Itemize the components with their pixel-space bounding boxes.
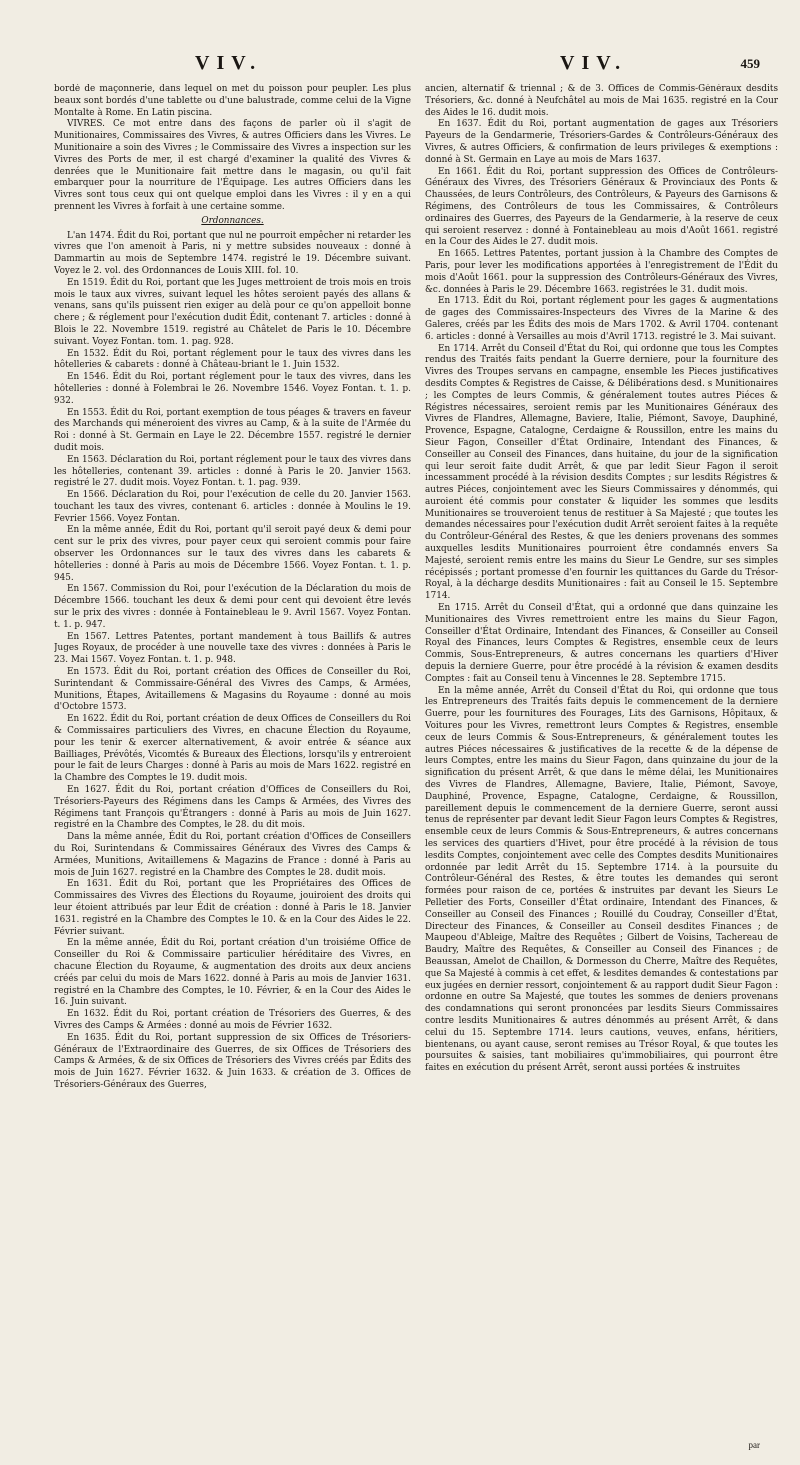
catchword: par [748, 1440, 760, 1450]
paragraph: En 1627. Édit du Roi, portant création d'Offices de Conseillers du Roi, Trésoriers-Payeurs des Régimens dans les Camps & Armées, des Vivres des Régimens tant François qu'Étrangers : donné à Paris au mois de Juin 1627. registré en la Chambre des Comptes, le 28. du dit mois. [54, 785, 411, 831]
section-heading: Ordonnances. [201, 215, 264, 226]
paragraph: En 1714. Arrêt du Conseil d'État du Roi, qui ordonne que tous les Comptes rendus des Traités faits pendant la Guerre derniere, pour la fourniture des Vivres des Troupes servans en campagne, ensemble les Pieces justificatives desdits Comptes & Registres de Caisse, & Délibérations desd. s Munitionaires ; les Comptes de leurs Commis, & généralement toutes autres Piéces & Régistres nécessaires, seroient remis par les Munitionaires Généraux des Vivres de Flandres, Allemagne, Baviere, Italie, Piémont, Savoye, Dauphiné, Provence, Espagne, Catalogne, Cerdaigne & Roussillon, entre les mains du Sieur Fagon, Conseiller d'État Ordinaire, Intendant des Finances, & Conseiller au Conseil des Finances, dans huitaine, du jour de la signification qui leur seroit faite dudit Arrêt, & que par ledit Sieur Fagon il seroit incessamment procédé à la révision desdits Comptes ; sur lesdits Régistres & autres Piéces, conjointement avec les Sieurs Commissaires y dénommés, qui auroient été commis pour constater & liquider les sommes que lesdits Munitionaires se trouveroient tenus de restituer à Sa Majesté ; que toutes les demandes nécessaires pour l'exécution dudit Arrêt seroient faites à la requête du Contrôleur-Général des Restes, & que les deniers provenans des sommes auxquelles lesdits Munitionaires pourroient être condamnés envers Sa Majesté, seroient remis entre les mains du Sieur Le Gendre, sur ses simples récépissés ; portant promesse d'en fournir les quittances du Garde du Trésor-Royal, à la décharge desdits Munitionaires : fait au Conseil le 15. Septembre 1714. [425, 343, 778, 602]
running-head-right: VIV. [560, 52, 628, 74]
paragraph: En 1567. Commission du Roi, pour l'exécution de la Déclaration du mois de Décembre 1566. touchant les deux & demi pour cent qui devoient être levés sur le prix des vivres : donnée à Fontainebleau le 9. Avril 1567. Voyez Fontan. t. 1. p. 947. [54, 584, 411, 630]
paragraph: En 1532. Édit du Roi, portant réglement pour le taux des vivres dans les hôtelleries & cabarets : donné à Château-briant le 1. Juin 1532. [54, 348, 411, 371]
paragraph: En la même année, Édit du Roi, portant qu'il seroit payé deux & demi pour cent sur le prix des vivres, pour payer ceux qui seroient commis pour faire observer les Ordonnances sur le taux des vivres dans les cabarets & hôtelleries : donné à Paris au mois de Décembre 1566. Voyez Fontan. t. 1. p. 945. [54, 525, 411, 583]
paragraph: En 1637. Édit du Roi, portant augmentation de gages aux Trésoriers Payeurs de la Gendarmerie, Trésoriers-Gardes & Contrôleurs-Généraux des Vivres, & autres Officiers, & confirmation de leurs privileges & exemptions : donné à St. Germain en Laye au mois de Mars 1637. [425, 119, 778, 165]
paragraph: En 1519. Édit du Roi, portant que les Juges mettroient de trois mois en trois mois le taux aux vivres, suivant lequel les hôtes seroient payés des allans & venans, sans qu'ils puissent rien exiger au delà pour ce qu'on appelloit bonne chere ; & réglement pour l'exécution dudit Édit, contenant 7. articles : donné à Blois le 22. Novembre 1519. registré au Châtelet de Paris le 10. Décembre suivant. Voyez Fontan. tom. 1. pag. 928. [54, 277, 411, 347]
paragraph: En 1553. Édit du Roi, portant exemption de tous péages & travers en faveur des Marchands qui méneroient des vivres au Camp, & à la suite de l'Armée du Roi : donné à St. Germain en Laye le 22. Décembre 1557. registré le dernier dudit mois. [54, 407, 411, 453]
paragraph: En la même année, Édit du Roi, portant création d'un troisiéme Office de Conseiller du Roi & Commissaire particulier héréditaire des Vivres, en chacune Élection du Royaume, & augmentation des droits aux deux anciens créés par celui du mois de Mars 1622. donné à Paris au mois de Janvier 1631. registré en la Chambre des Comptes, le 10. Février, & en la Cour des Aides le 16. Juin suivant. [54, 938, 411, 1008]
left-column [54, 84, 411, 1454]
paragraph: En 1567. Lettres Patentes, portant mandement à tous Baillifs & autres Juges Royaux, de procéder à une nouvelle taxe des vivres : données à Paris le 23. Mai 1567. Voyez Fontan. t. 1. p. 948. [54, 631, 411, 666]
page-number: 459 [740, 56, 760, 71]
paragraph: bordé de maçonnerie, dans lequel on met du poisson pour peupler. Les plus beaux sont bordés d'une tablette ou d'une balustrade, comme celui de la Vigne Montalte à Rome. En Latin piscina. [54, 84, 411, 118]
paragraph: En 1566. Déclaration du Roi, pour l'exécution de celle du 20. Janvier 1563. touchant les taux des vivres, contenant 6. articles : donnée à Moulins le 19. Fevrier 1566. Voyez Fontan. [54, 490, 411, 524]
paragraph: En 1632. Édit du Roi, portant création de Trésoriers des Guerres, & des Vivres des Camps & Armées : donné au mois de Février 1632. [54, 1009, 411, 1031]
paragraph: En 1563. Déclaration du Roi, portant réglement pour le taux des vivres dans les hôtelleries, contenant 39. articles : donné à Paris le 20. Janvier 1563. registré le 27. dudit mois. Voyez Fontan. t. 1. pag. 939. [54, 454, 411, 489]
paragraph: Dans la même année, Édit du Roi, portant création d'Offices de Conseillers du Roi, Surintendans & Commissaires Généraux des Vivres des Camps & Armées, Munitions, Avitaillemens & Magazins de France : donné à Paris au mois de Juin 1627. registré en la Chambre des Comptes le 28. dudit mois. [54, 832, 411, 878]
paragraph: En 1573. Édit du Roi, portant création des Offices de Conseiller du Roi, Surintendant & Commissaire-Général des Vivres des Camps, & Armées, Munitions, Étapes, Avitaillemens & Magasins du Royaume : donné au mois d'Octobre 1573. [54, 667, 411, 713]
paragraph: En 1661. Édit du Roi, portant suppression des Offices de Contrôleurs-Généraux des Vivres, des Trésoriers Généraux & Provinciaux des Ponts & Chaussées, de leurs Contrôleurs, des Contrôleurs, & Payeurs des Garnisons & Régimens, des Contrôleurs de tous les Commissaires, & Contrôleurs ordinaires des Guerres, des Payeurs de la Gendarmerie, à la reserve de ceux qui seroient reservez : donné à Fontainebleau au mois d'Août 1661. registré en la Cour des Aides le 27. dudit mois. [425, 166, 778, 248]
paragraph: En 1665. Lettres Patentes, portant jussion à la Chambre des Comptes de Paris, pour lever les modifications apportées à l'enregistrement de l'Édit du mois d'Août 1661. pour la suppression des Contrôleurs-Généraux des Vivres, &c. données à Paris le 29. Décembre 1663. registrées le 31. dudit mois. [425, 249, 778, 295]
paragraph: ancien, alternatif & triennal ; & de 3. Offices de Commis-Généraux desdits Trésoriers, &c. donné à Neufchâtel au mois de Mai 1635. registré en la Cour des Aides le 16. dudit mois. [425, 84, 778, 118]
paragraph: En la même année, Arrêt du Conseil d'État du Roi, qui ordonne que tous les Entrepreneurs des Traités faits depuis le commencement de la derniere Guerre, pour les fournitures des Fourages, Lits des Garnisons, Hôpitaux, & Voitures pour les Vivres, remettront leurs Comptes & Registres, ensemble ceux de leurs Commis & Sous-Entrepreneurs, & généralement toutes les autres Piéces nécessaires & justificatives de la recette & de la dépense de leurs Comptes, entre les mains du Sieur Fagon, dans quinzaine du jour de la signification du présent Arrêt, & que dans le même délai, les Munitionaires des Vivres de Flandres, Allemagne, Baviere, Italie, Piémont, Savoye, Dauphiné, Provence, Espagne, Catalogne, Cerdaigne, & Roussillon, pareillement depuis le commencement de la derniere Guerre, seront aussi tenus de représenter par devant ledit Sieur Fagon leurs Comptes & Registres, ensemble ceux de leurs Commis & Sous-Entrepreneurs, & autres concernans les services des quartiers d'Hivet, pour être procédé à la révision de tous lesdits Comptes, conjointement avec celle des Comptes desdits Munitionaires ordonnée par ledit Arrêt du 15. Septembre 1714. à la poursuite du Contrôleur-Général des Restes, & être toutes les demandes qui seront formées pour raison de ce, portées & instruites par devant les Sieurs Le Pelletier des Forts, Conseiller d'État ordinaire, Intendant des Finances, & Conseiller au Conseil des Finances ; Rouillé du Coudray, Conseiller d'État, Directeur des Finances, & Conseiller au Conseil desdites Finances ; de Maupeou d'Ableige, Maître des Requêtes ; Gilbert de Voisins, Tachereau de Baudry, Maître des Requêtes, & Conseiller au Conseil des Finances ; de Beaussan, Amelot de Chaillon, & Dormesson du Cherre, Maître des Requêtes, que Sa Majesté à commis à cet effet, & lesdites demandes & contestations par eux jugées en dernier ressort, conjointement & au rapport dudit Sieur Fagon : ordonne en outre Sa Majesté, que toutes les sommes de deniers provenans des condamnations qui seront prononcées par lesdits Sieurs Commissaires contre lesdits Munitionaires & autres dénommés au présent Arrêt, & dans celui du 15. Septembre 1714. leurs cautions, veuves, enfans, héritiers, bientenans, ou ayant cause, seront remises au Trésor Royal, & que toutes les poursuites & saisies, tant mobiliaires qu'immobiliaires, qui pourront être faites en exécution du présent Arrêt, seront aussi portées & instruites [425, 685, 778, 1074]
paragraph: En 1635. Édit du Roi, portant suppression de six Offices de Trésoriers-Généraux de l'Extraordinaire des Guerres, de six Offices de Trésoriers des Camps & Armées, & de six Offices de Trésoriers des Vivres créés par Édits des mois de Juin 1627. Février 1632. & Juin 1633. & création de 3. Offices de Trésoriers-Généraux des Guerres, [54, 1032, 411, 1090]
paragraph: En 1715. Arrêt du Conseil d'État, qui a ordonné que dans quinzaine les Munitionaires des Vivres remettroient entre les mains du Sieur Fagon, Conseiller d'État Ordinaire, Intendant des Finances, & Conseiller au Conseil Royal des Finances, leurs Comptes & Registres, ensemble ceux de leurs Commis, Sous-Entrepreneurs, & autres concernans les quartiers d'Hiver depuis la derniere Guerre, pour être procédé à la révision & examen desdits Comptes : fait au Conseil tenu à Vincennes le 28. Septembre 1715. [425, 603, 778, 684]
paragraph: En 1622. Édit du Roi, portant création de deux Offices de Conseillers du Roi & Commissaires particuliers des Vivres, en chacune Élection du Royaume, pour les tenir & exercer alternativement, & avoir entrée & séance aux Bailliages, Prévôtés, Vicomtés & Bureaux des Élections, lorsqu'ils y entreroient pour le fait de leurs Charges : donné à Paris au mois de Mars 1622. registré en la Chambre des Comptes le 19. dudit mois. [54, 714, 411, 784]
paragraph: VIVRES. Ce mot entre dans des façons de parler où il s'agit de Munitionaires, Commissaires des Vivres, & autres Officiers dans les Vivres. Le Munitionaire a soin des Vivres ; le Commissaire des Vivres a inspection sur les Vivres des Ports de mer, il est chargé d'examiner la qualité des Vivres & denrées que le Munitionaire fait mettre dans le magasin, ou qu'il fait embarquer pour la nourriture de l'Équipage. Les autres Officiers dans les Vivres sont tous ceux qui ont quelque emploi dans les Vivres : il y en a qui prennent les Vivres à forfait à une certaine somme. [54, 119, 411, 212]
paragraph: En 1713. Édit du Roi, portant réglement pour les gages & augmentations de gages des Commissaires-Inspecteurs des Vivres de la Marine & des Galeres, créés par les Édits des mois de Mars 1702. & Avril 1704. contenant 6. articles : donné à Versailles au mois d'Avril 1713. registré le 3. Mai suivant. [425, 296, 778, 342]
paragraph: En 1631. Édit du Roi, portant que les Propriétaires des Offices de Commissaires des Vivres des Élections du Royaume, jouiroient des droits qui leur étoient attribués par leur Édit de création : donné à Paris le 18. Janvier 1631. registré en la Chambre des Comptes le 10. & en la Cour des Aides le 22. Février suivant. [54, 879, 411, 937]
paragraph: L'an 1474. Édit du Roi, portant que nul ne pourroit empêcher ni retarder les vivres que l'on amenoit à Paris, ni y mettre subsides nouveaux : donné à Dammartin au mois de Septembre 1474. registré le 19. Décembre suivant. Voyez le 2. vol. des Ordonnances de Louis XIII. fol. 10. [54, 230, 411, 276]
right-column [425, 84, 778, 1454]
running-head-left: VIV. [195, 52, 263, 74]
paragraph: En 1546. Édit du Roi, portant réglement pour le taux des vivres, dans les hôtelleries : donné à Folembrai le 26. Novembre 1546. Voyez Fontan. t. 1. p. 932. [54, 372, 411, 406]
